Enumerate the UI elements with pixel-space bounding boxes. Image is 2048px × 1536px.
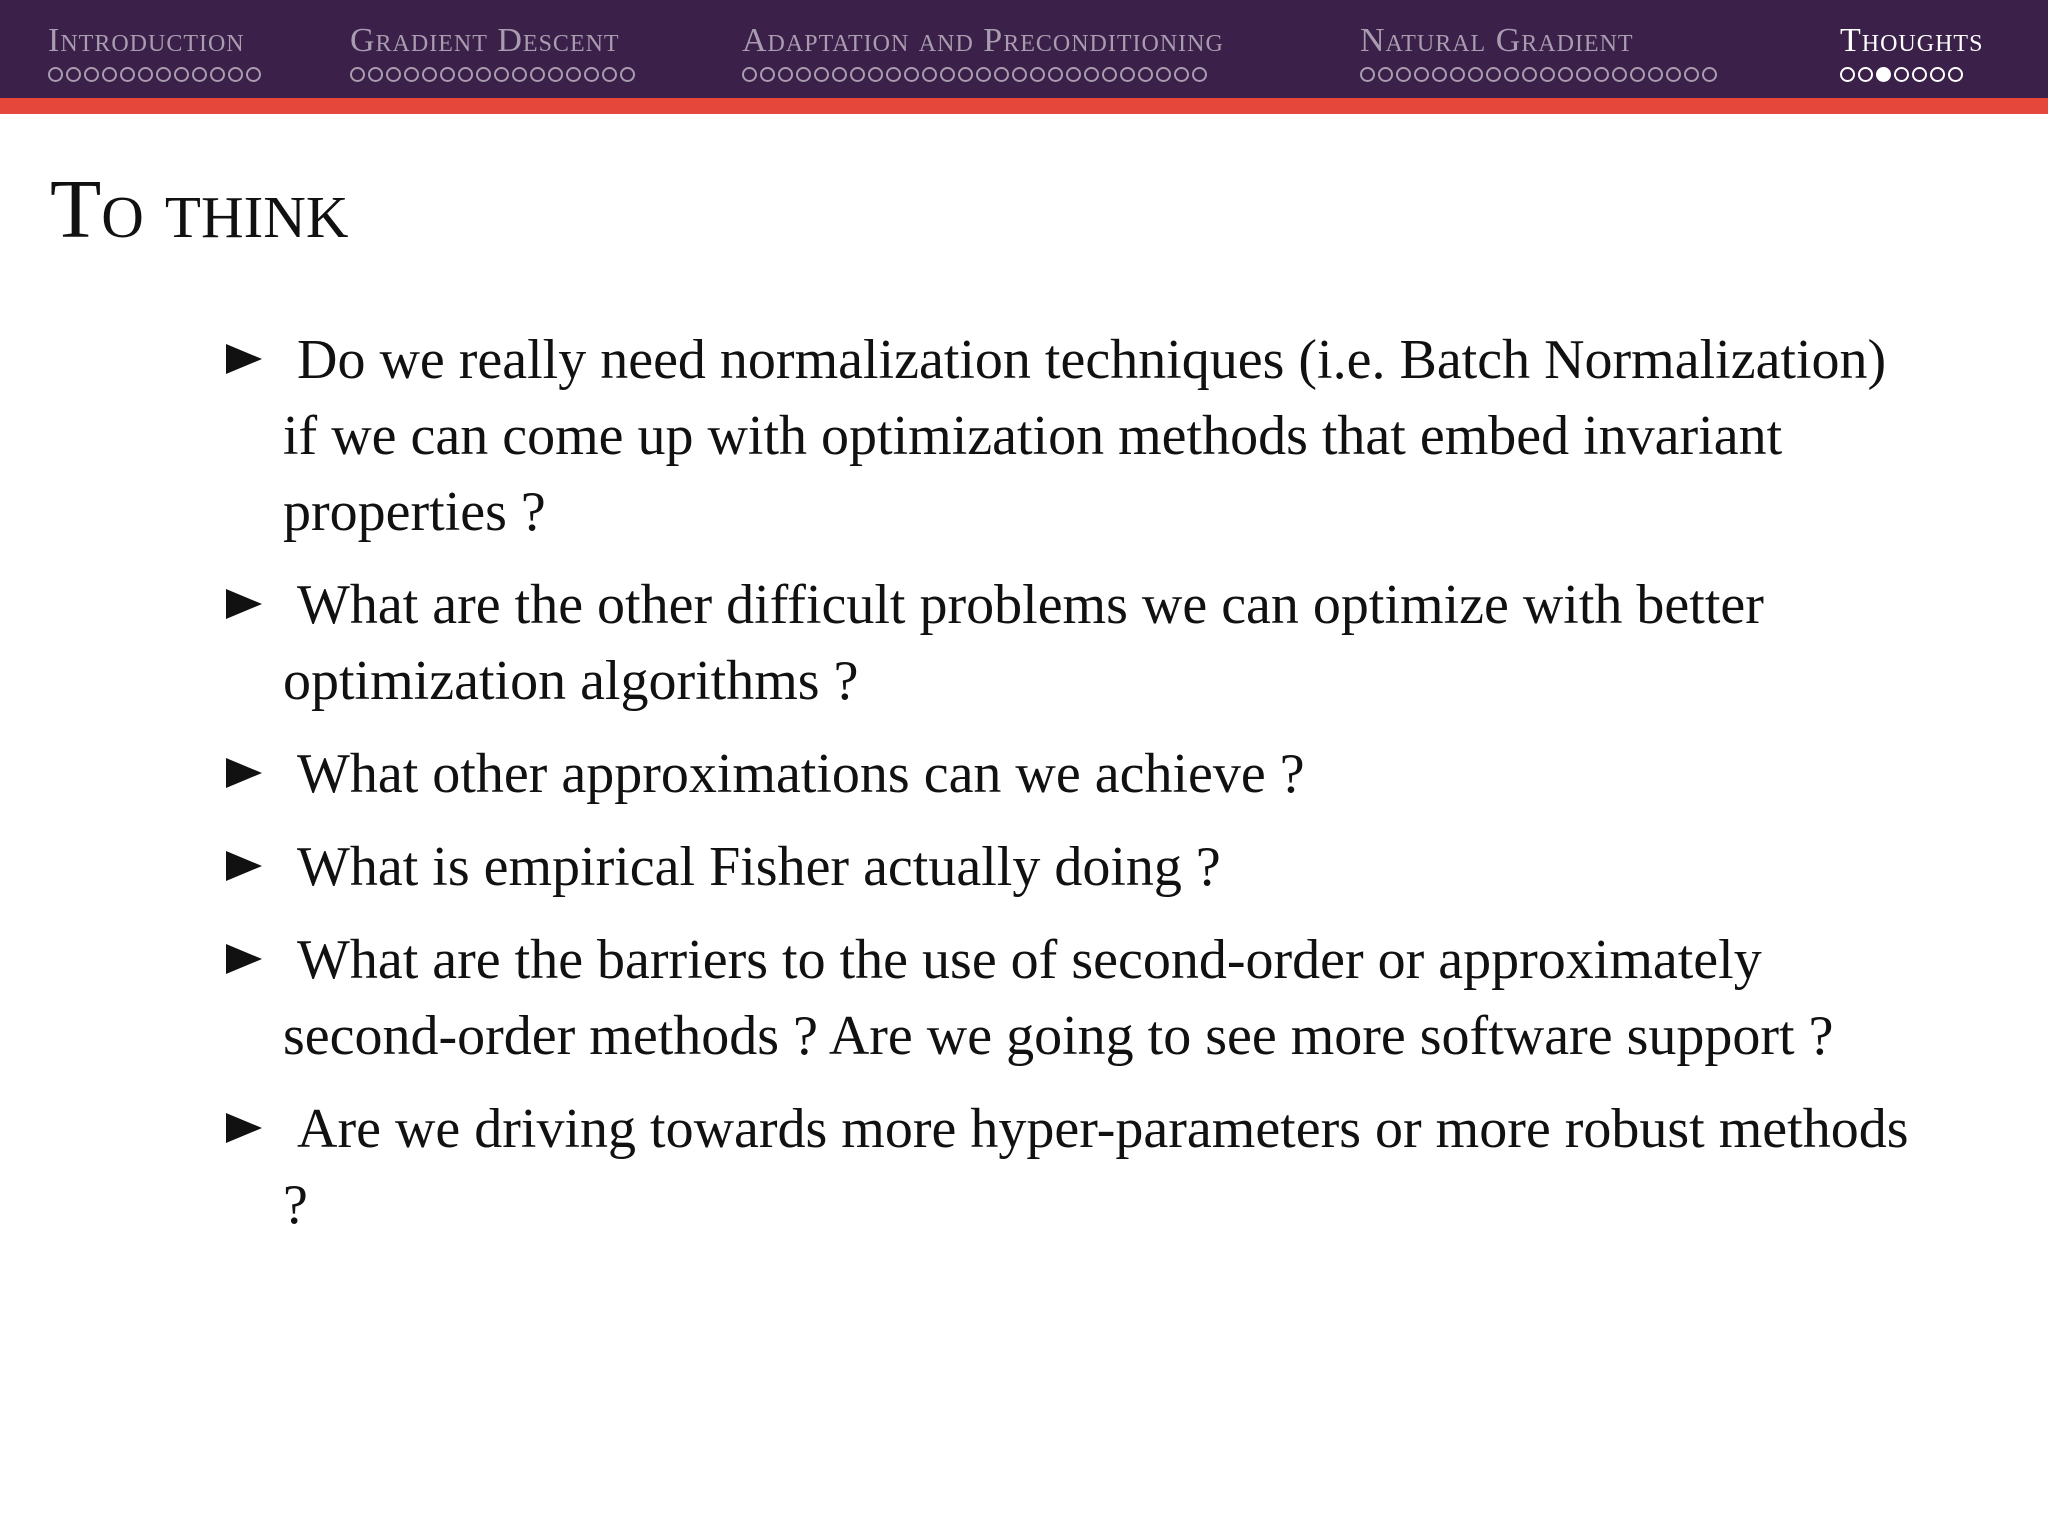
slide-dot[interactable]	[1378, 67, 1393, 82]
bullet-text: Are we driving towards more hyper-parameters or more robust methods ?	[283, 1098, 1909, 1236]
nav-section-label: Natural Gradient	[1360, 22, 1634, 59]
slide-dot[interactable]	[1858, 67, 1873, 82]
slide-dot[interactable]	[66, 67, 81, 82]
slide-dot[interactable]	[1504, 67, 1519, 82]
slide-dot[interactable]	[1048, 67, 1063, 82]
slide-dot[interactable]	[778, 67, 793, 82]
slide-dot[interactable]	[192, 67, 207, 82]
slide-dot[interactable]	[1630, 67, 1645, 82]
slide-dot[interactable]	[1684, 67, 1699, 82]
slide-dot[interactable]	[512, 67, 527, 82]
slide-dot[interactable]	[976, 67, 991, 82]
slide-dot[interactable]	[904, 67, 919, 82]
slide-title: To think	[50, 163, 349, 256]
slide-dot[interactable]	[102, 67, 117, 82]
slide-dot[interactable]	[548, 67, 563, 82]
slide-dots	[48, 67, 261, 82]
slide-dot[interactable]	[850, 67, 865, 82]
triangle-bullet-icon	[226, 758, 262, 788]
nav-section-label: Introduction	[48, 22, 245, 59]
slide-dot[interactable]	[228, 67, 243, 82]
slide-dot[interactable]	[1468, 67, 1483, 82]
slide-dot[interactable]	[620, 67, 635, 82]
slide-dot[interactable]	[994, 67, 1009, 82]
list-item	[226, 829, 1916, 905]
slide-dot[interactable]	[386, 67, 401, 82]
slide-dot[interactable]	[814, 67, 829, 82]
list-item	[226, 736, 1916, 812]
triangle-bullet-icon	[226, 944, 262, 974]
slide-dot[interactable]	[602, 67, 617, 82]
slide-dot[interactable]	[530, 67, 545, 82]
slide-dot[interactable]	[1102, 67, 1117, 82]
slide-dot[interactable]	[246, 67, 261, 82]
nav-section-label: Gradient Descent	[350, 22, 620, 59]
triangle-bullet-icon	[226, 344, 262, 374]
slide-dot[interactable]	[1666, 67, 1681, 82]
slide-dot[interactable]	[120, 67, 135, 82]
slide-dot[interactable]	[138, 67, 153, 82]
slide-dot[interactable]	[566, 67, 581, 82]
slide-dot[interactable]	[958, 67, 973, 82]
slide-dot[interactable]	[494, 67, 509, 82]
slide-dot[interactable]	[1396, 67, 1411, 82]
bullet-text: What is empirical Fisher actually doing ?	[297, 836, 1221, 898]
bullet-text: What other approximations can we achieve ?	[297, 743, 1305, 805]
slide-dot[interactable]	[1432, 67, 1447, 82]
slide-dot[interactable]	[422, 67, 437, 82]
slide-dot[interactable]	[1540, 67, 1555, 82]
list-item	[226, 922, 1916, 1074]
slide-dot[interactable]	[1360, 67, 1375, 82]
bullet-text: What are the barriers to the use of second-order or approximately second-order methods ? Are we going to see more software support ?	[283, 929, 1834, 1067]
slide-dot[interactable]	[368, 67, 383, 82]
navigation-bar	[0, 0, 2048, 98]
slide-dot[interactable]	[1066, 67, 1081, 82]
slide-dot[interactable]	[796, 67, 811, 82]
slide-dot[interactable]	[1894, 67, 1909, 82]
slide-dot[interactable]	[476, 67, 491, 82]
list-item	[226, 1091, 1916, 1243]
slide-dot[interactable]	[1648, 67, 1663, 82]
slide-dot[interactable]	[584, 67, 599, 82]
nav-section-label: Thoughts	[1840, 22, 1984, 59]
bullet-list	[226, 322, 1916, 1260]
slide-dot[interactable]	[1486, 67, 1501, 82]
slide-dot[interactable]	[458, 67, 473, 82]
slide-dot[interactable]	[1948, 67, 1963, 82]
triangle-bullet-icon	[226, 589, 262, 619]
slide-dot[interactable]	[1156, 67, 1171, 82]
slide-dot[interactable]	[1594, 67, 1609, 82]
bullet-text: What are the other difficult problems we can optimize with better optimization algorithms ?	[283, 574, 1764, 712]
slide-dots	[742, 67, 1207, 82]
slide-dot[interactable]	[1912, 67, 1927, 82]
slide-dot[interactable]	[886, 67, 901, 82]
bullet-text: Do we really need normalization techniques (i.e. Batch Normalization) if we can come up with optimization methods that embed invariant properties ?	[283, 329, 1887, 543]
list-item	[226, 567, 1916, 719]
slide-dots	[350, 67, 635, 82]
slide-dots	[1360, 67, 1717, 82]
slide-dot[interactable]	[760, 67, 775, 82]
slide-dot[interactable]	[210, 67, 225, 82]
slide-dot[interactable]	[48, 67, 63, 82]
slide-dot[interactable]	[1012, 67, 1027, 82]
slide-dots	[1840, 67, 1963, 82]
slide-dot[interactable]	[1030, 67, 1045, 82]
slide-dot[interactable]	[1576, 67, 1591, 82]
slide-dot[interactable]	[404, 67, 419, 82]
slide-dot[interactable]	[1450, 67, 1465, 82]
nav-section-label: Adaptation and Preconditioning	[742, 22, 1224, 59]
slide-dot[interactable]	[1612, 67, 1627, 82]
slide-dot[interactable]	[868, 67, 883, 82]
header-accent-stripe	[0, 98, 2048, 114]
slide-dot[interactable]	[1702, 67, 1717, 82]
slide-dot[interactable]	[440, 67, 455, 82]
slide-dot[interactable]	[922, 67, 937, 82]
slide-dot[interactable]	[1840, 67, 1855, 82]
slide-dot[interactable]	[1174, 67, 1189, 82]
slide-dot[interactable]	[84, 67, 99, 82]
slide-dot[interactable]	[1138, 67, 1153, 82]
current-slide-dot[interactable]	[1876, 67, 1891, 82]
slide-dot[interactable]	[1084, 67, 1099, 82]
triangle-bullet-icon	[226, 851, 262, 881]
triangle-bullet-icon	[226, 1113, 262, 1143]
slide-dot[interactable]	[1522, 67, 1537, 82]
list-item	[226, 322, 1916, 550]
slide-dot[interactable]	[350, 67, 365, 82]
slide-dot[interactable]	[1558, 67, 1573, 82]
slide-dot[interactable]	[940, 67, 955, 82]
slide-dot[interactable]	[174, 67, 189, 82]
slide-dot[interactable]	[742, 67, 757, 82]
slide-dot[interactable]	[832, 67, 847, 82]
slide-dot[interactable]	[1120, 67, 1135, 82]
slide-dot[interactable]	[1414, 67, 1429, 82]
slide-dot[interactable]	[1930, 67, 1945, 82]
slide-dot[interactable]	[1192, 67, 1207, 82]
slide-dot[interactable]	[156, 67, 171, 82]
